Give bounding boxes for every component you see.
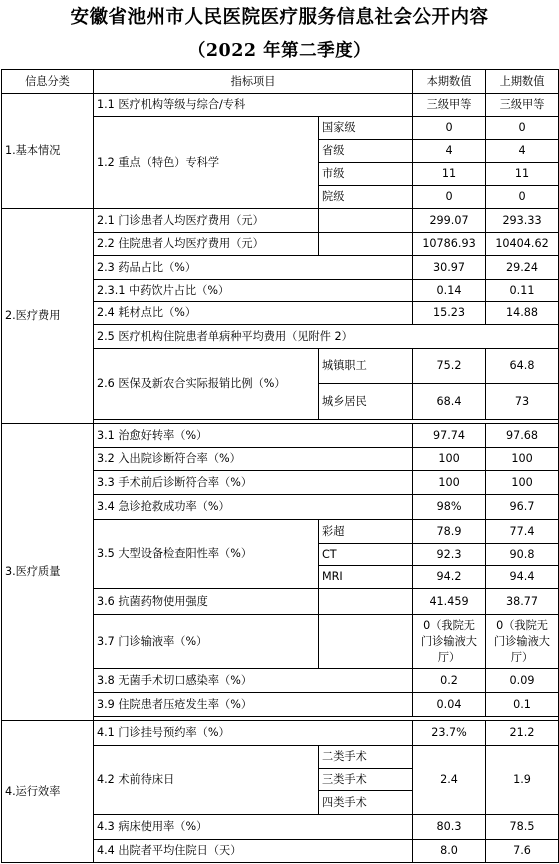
item-cell: 3.3 手术前后诊断符合率（%） xyxy=(94,471,413,495)
current-value: 98% xyxy=(413,495,486,520)
item-cell: 3.5 大型设备检查阳性率（%） xyxy=(94,520,319,589)
sub-item-cell: 彩超 xyxy=(319,520,413,544)
previous-value: 29.24 xyxy=(486,256,559,280)
sub-item-cell: 省级 xyxy=(319,140,413,163)
table-row xyxy=(2,94,559,117)
current-value: 10786.93 xyxy=(413,233,486,256)
previous-value: 64.8 xyxy=(486,349,559,384)
item-cell: 2.3 药品占比（%） xyxy=(94,256,413,280)
previous-value: 7.6 xyxy=(486,840,559,863)
current-value: 8.0 xyxy=(413,840,486,863)
previous-value: 94.4 xyxy=(486,566,559,589)
category-cell: 2.医疗费用 xyxy=(2,209,94,424)
col-header-previous: 上期数值 xyxy=(486,70,559,94)
current-value: 94.2 xyxy=(413,566,486,589)
current-value: 0.14 xyxy=(413,280,486,302)
previous-value: 73 xyxy=(486,384,559,420)
item-cell: 1.1 医疗机构等级与综合/专科 xyxy=(94,94,413,117)
category-cell: 3.医疗质量 xyxy=(2,424,94,721)
current-value: 0.2 xyxy=(413,669,486,693)
previous-value: 97.68 xyxy=(486,424,559,448)
item-cell: 2.2 住院患者人均医疗费用（元） xyxy=(94,233,319,256)
empty-cell xyxy=(319,615,413,669)
table-row xyxy=(2,209,559,233)
col-header-current: 本期数值 xyxy=(413,70,486,94)
previous-value: 293.33 xyxy=(486,209,559,233)
current-value: 11 xyxy=(413,163,486,186)
item-cell: 1.2 重点（特色）专科学 xyxy=(94,117,319,209)
table-row xyxy=(2,424,559,448)
item-cell: 3.6 抗菌药物使用强度 xyxy=(94,589,319,615)
category-cell: 4.运行效率 xyxy=(2,721,94,863)
sub-item-cell: 二类手术 xyxy=(319,746,413,769)
sub-item-cell: 国家级 xyxy=(319,117,413,140)
current-value: 4 xyxy=(413,140,486,163)
current-value: 100 xyxy=(413,471,486,495)
current-value: 0 xyxy=(413,186,486,209)
current-value: 41.459 xyxy=(413,589,486,615)
previous-value: 4 xyxy=(486,140,559,163)
sub-item-cell: MRI xyxy=(319,566,413,589)
empty-cell xyxy=(319,209,413,233)
page-title: 安徽省池州市人民医院医疗服务信息社会公开内容 xyxy=(70,7,489,28)
item-cell: 3.2 入出院诊断符合率（%） xyxy=(94,448,413,471)
previous-value: 11 xyxy=(486,163,559,186)
previous-value: 0 xyxy=(486,186,559,209)
item-cell: 2.6 医保及新农合实际报销比例（%） xyxy=(94,349,319,420)
item-cell: 3.7 门诊输液率（%） xyxy=(94,615,319,669)
table-row xyxy=(2,721,559,746)
previous-value: 90.8 xyxy=(486,544,559,566)
current-value: 15.23 xyxy=(413,302,486,325)
info-table xyxy=(1,69,559,863)
current-value: 75.2 xyxy=(413,349,486,384)
current-value: 92.3 xyxy=(413,544,486,566)
item-cell: 4.2 术前待床日 xyxy=(94,746,319,815)
item-cell: 3.4 急诊抢救成功率（%） xyxy=(94,495,413,520)
item-cell: 2.4 耗材点比（%） xyxy=(94,302,413,325)
previous-value: 1.9 xyxy=(486,746,559,815)
current-value: 0（我院无门诊输液大厅） xyxy=(413,615,486,669)
item-cell: 3.1 治愈好转率（%） xyxy=(94,424,413,448)
previous-value: 0.1 xyxy=(486,693,559,717)
previous-value: 0（我院无门诊输液大厅） xyxy=(486,615,559,669)
current-value: 78.9 xyxy=(413,520,486,544)
current-value: 299.07 xyxy=(413,209,486,233)
item-cell: 3.9 住院患者压疮发生率（%） xyxy=(94,693,413,717)
item-cell: 2.1 门诊患者人均医疗费用（元） xyxy=(94,209,319,233)
previous-value: 100 xyxy=(486,448,559,471)
previous-value: 38.77 xyxy=(486,589,559,615)
sub-item-cell: 城镇职工 xyxy=(319,349,413,384)
previous-value: 0.09 xyxy=(486,669,559,693)
sub-item-cell: 市级 xyxy=(319,163,413,186)
current-value: 100 xyxy=(413,448,486,471)
sub-item-cell: 三类手术 xyxy=(319,769,413,791)
current-value: 0 xyxy=(413,117,486,140)
item-cell: 4.3 病床使用率（%） xyxy=(94,815,413,840)
item-cell: 4.4 出院者平均住院日（天） xyxy=(94,840,413,863)
col-header-category: 信息分类 xyxy=(2,70,94,94)
empty-cell xyxy=(319,233,413,256)
previous-value: 0.11 xyxy=(486,280,559,302)
current-value: 30.97 xyxy=(413,256,486,280)
item-cell: 4.1 门诊挂号预约率（%） xyxy=(94,721,413,746)
previous-value: 78.5 xyxy=(486,815,559,840)
sub-item-cell: 城乡居民 xyxy=(319,384,413,420)
current-value: 68.4 xyxy=(413,384,486,420)
previous-value: 96.7 xyxy=(486,495,559,520)
previous-value: 21.2 xyxy=(486,721,559,746)
empty-cell xyxy=(319,589,413,615)
current-value: 23.7% xyxy=(413,721,486,746)
page-subtitle: （2022 年第二季度） xyxy=(187,41,372,61)
sub-item-cell: CT xyxy=(319,544,413,566)
col-header-item: 指标项目 xyxy=(94,70,413,94)
previous-value: 三级甲等 xyxy=(486,94,559,117)
previous-value: 77.4 xyxy=(486,520,559,544)
current-value: 2.4 xyxy=(413,746,486,815)
current-value: 97.74 xyxy=(413,424,486,448)
sub-item-cell: 四类手术 xyxy=(319,791,413,815)
sub-item-cell: 院级 xyxy=(319,186,413,209)
previous-value: 0 xyxy=(486,117,559,140)
item-cell: 3.8 无菌手术切口感染率（%） xyxy=(94,669,413,693)
header-row xyxy=(2,70,559,94)
item-cell: 2.5 医疗机构住院患者单病种平均费用（见附件 2） xyxy=(94,325,559,349)
previous-value: 14.88 xyxy=(486,302,559,325)
previous-value: 10404.62 xyxy=(486,233,559,256)
item-cell: 2.3.1 中药饮片占比（%） xyxy=(94,280,413,302)
current-value: 0.04 xyxy=(413,693,486,717)
current-value: 80.3 xyxy=(413,815,486,840)
category-cell: 1.基本情况 xyxy=(2,94,94,209)
current-value: 三级甲等 xyxy=(413,94,486,117)
previous-value: 100 xyxy=(486,471,559,495)
